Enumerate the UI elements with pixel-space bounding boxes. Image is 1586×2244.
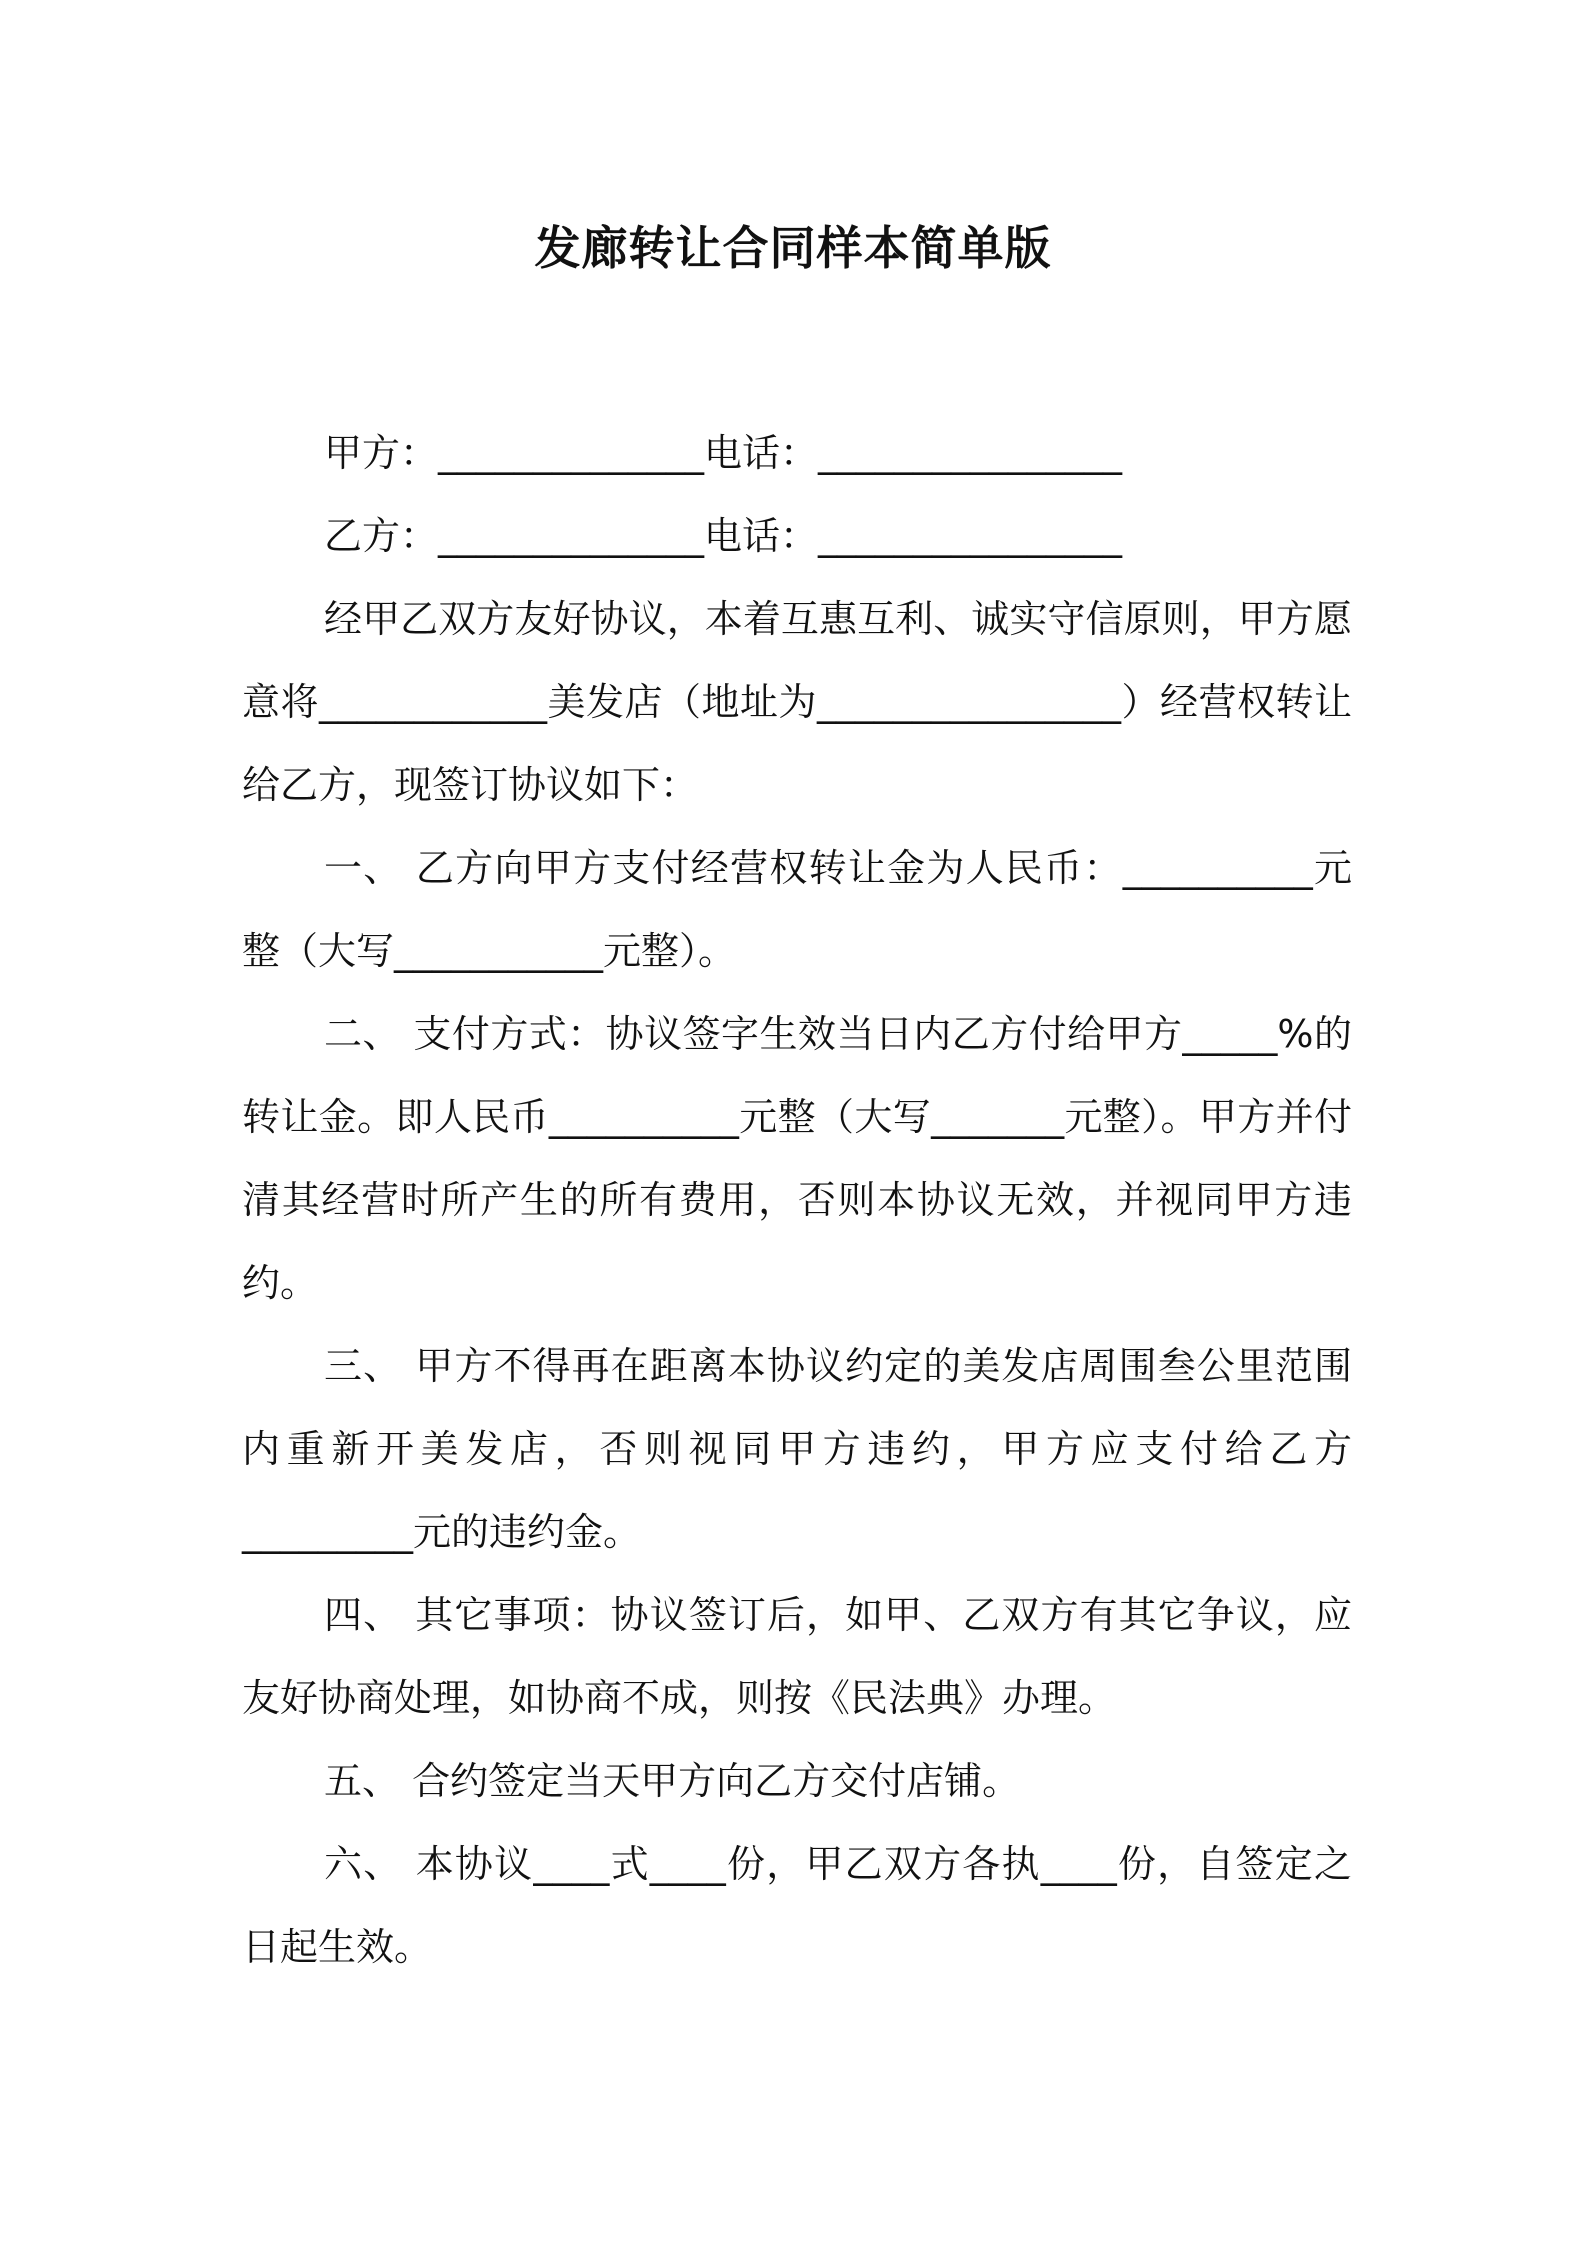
document-body [242,412,1352,1989]
clause-4: 四、 其它事项：协议签订后，如甲、乙双方有其它争议，应友好协商处理，如协商不成，则按《民法典》办理。 [242,1593,1352,1720]
party-b-line: 乙方：______________电话：________________ [324,514,1123,558]
clause-5: 五、 合约签定当天甲方向乙方交付店铺。 [324,1759,1021,1803]
intro-paragraph: 经甲乙双方友好协议，本着互惠互利、诚实守信原则，甲方愿意将____________美发店（地址为________________）经营权转让给乙方，现签订协议如下： [242,597,1352,807]
clause-2: 二、 支付方式：协议签字生效当日内乙方付给甲方_____%的转让金。即人民币__________元整（大写_______元整）。甲方并付清其经营时所产生的所有费用，否则本协议无效，并视同甲方违约。 [242,1012,1352,1305]
party-a-line: 甲方：______________电话：________________ [324,431,1123,475]
document-title: 发廊转让合同样本简单版 [534,221,1052,275]
clause-3: 三、 甲方不得再在距离本协议约定的美发店周围叁公里范围内重新开美发店，否则视同甲方违约，甲方应支付给乙方_________元的违约金。 [242,1344,1352,1554]
clause-1: 一、 乙方向甲方支付经营权转让金为人民币：__________元整（大写___________元整）。 [242,846,1352,973]
clause-6: 六、 本协议____式____份，甲乙双方各执____份，自签定之日起生效。 [242,1842,1352,1969]
